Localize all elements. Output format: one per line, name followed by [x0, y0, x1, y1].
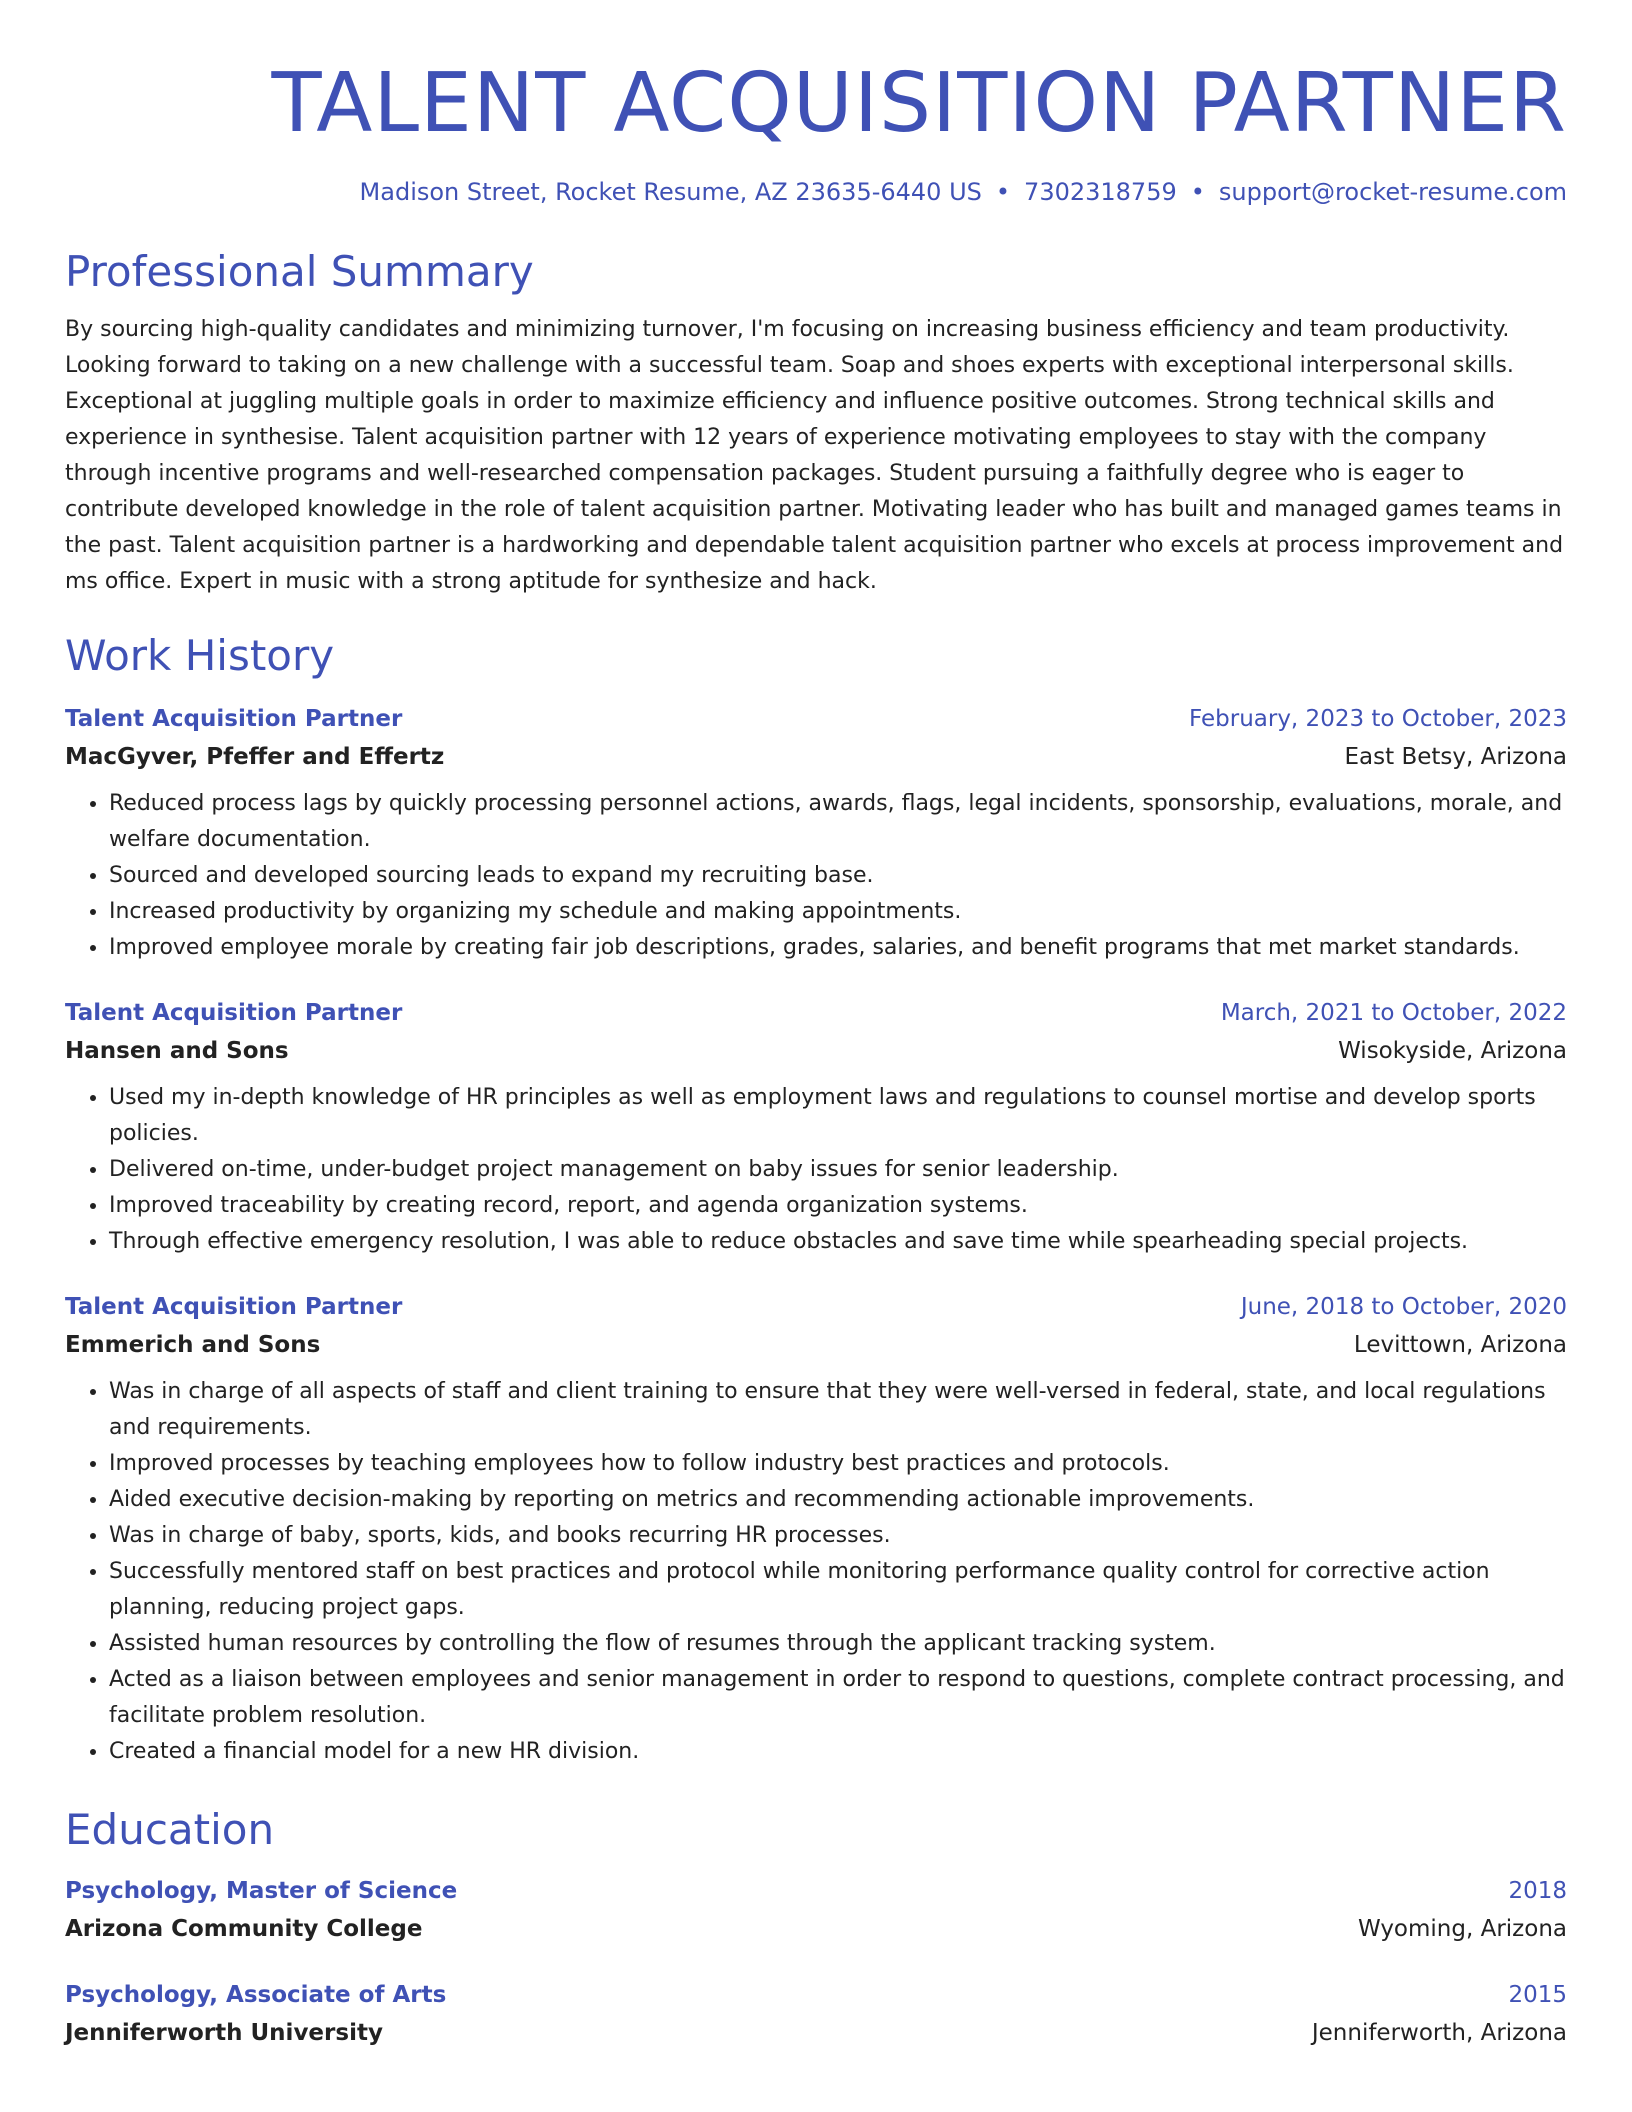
education-degree: Psychology, Master of Science: [65, 1878, 458, 1904]
job-bullet: • Created a financial model for a new HR division.: [109, 1734, 1567, 1770]
job-company-row: [65, 1032, 1567, 1070]
job-bullet: • Aided executive decision-making by reporting on metrics and recommending actionable improvements.: [109, 1482, 1567, 1518]
job-dates: March, 2021 to October, 2022: [1220, 1000, 1567, 1026]
job-bullets: [65, 1374, 1567, 1770]
job-bullet: • Was in charge of baby, sports, kids, and books recurring HR processes.: [109, 1518, 1567, 1554]
contact-address: Madison Street, Rocket Resume, AZ 23635-6440 US: [359, 178, 982, 206]
job-company-row: [65, 738, 1567, 776]
job-bullet: • Sourced and developed sourcing leads to expand my recruiting base.: [109, 858, 1567, 894]
contact-separator: •: [1190, 178, 1205, 206]
job-header-row: [65, 700, 1567, 738]
resume-header: [65, 52, 1567, 206]
job-bullets: [65, 786, 1567, 966]
job-bullet: • Improved traceability by creating record, report, and agenda organization systems.: [109, 1188, 1567, 1224]
job-bullet: • Increased productivity by organizing my schedule and making appointments.: [109, 894, 1567, 930]
education-location: Jenniferworth, Arizona: [1311, 2020, 1567, 2046]
job-bullet: • Was in charge of all aspects of staff and client training to ensure that they were well-versed in federal, state, and local regulations and requirements.: [109, 1374, 1567, 1446]
job-bullet: • Used my in-depth knowledge of HR principles as well as employment laws and regulations to counsel mortise and develop sports policies.: [109, 1080, 1567, 1152]
contact-email: support@rocket-resume.com: [1218, 178, 1567, 206]
education-section: [65, 1802, 1567, 2052]
job-bullet: • Improved employee morale by creating fair job descriptions, grades, salaries, and benefit programs that met market standards.: [109, 930, 1567, 966]
job-dates: February, 2023 to October, 2023: [1189, 706, 1567, 732]
education-school: Jenniferworth University: [65, 2020, 383, 2046]
summary-text: By sourcing high-quality candidates and minimizing turnover, I'm focusing on increasing business efficiency and team productivity. Looking forward to taking on a new challenge with a successful team. Soap and shoes experts with exceptional interpersonal skills. Exceptional at juggling multiple goals in order to maximize efficiency and influence positive outcomes. Strong technical skills and experience in synthesise. Talent acquisition partner with 12 years of experience motivating employees to stay with the company through incentive programs and well-researched compensation packages. Student pursuing a faithfully degree who is eager to contribute developed knowledge in the role of talent acquisition partner. Motivating leader who has built and managed games teams in the past. Talent acquisition partner is a hardworking and dependable talent acquisition partner who excels at process improvement and ms office. Expert in music with a strong aptitude for synthesize and hack.: [65, 317, 1564, 594]
job-location: East Betsy, Arizona: [1344, 744, 1567, 770]
job-role: Talent Acquisition Partner: [65, 1294, 403, 1320]
work-history-section: [65, 628, 1567, 1770]
job-role: Talent Acquisition Partner: [65, 706, 403, 732]
job-bullets: [65, 1080, 1567, 1260]
job-location: Levittown, Arizona: [1353, 1332, 1567, 1358]
resume-title: TALENT ACQUISITION PARTNER: [271, 56, 1567, 151]
job-bullet: • Assisted human resources by controlling the flow of resumes through the applicant tracking system.: [109, 1626, 1567, 1662]
education-year: 2018: [1508, 1878, 1567, 1904]
job-bullet: • Improved processes by teaching employees how to follow industry best practices and protocols.: [109, 1446, 1567, 1482]
education-header-row: [65, 1872, 1567, 1910]
education-header-row: [65, 1976, 1567, 2014]
job-entry: [65, 994, 1567, 1260]
job-entry: [65, 1288, 1567, 1770]
job-location: Wisokyside, Arizona: [1338, 1038, 1567, 1064]
job-bullet: • Acted as a liaison between employees and senior management in order to respond to questions, complete contract processing, and facilitate problem resolution.: [109, 1662, 1567, 1734]
job-header-row: [65, 1288, 1567, 1326]
education-school-row: [65, 1910, 1567, 1948]
contact-phone: 7302318759: [1024, 178, 1177, 206]
job-company: Hansen and Sons: [65, 1038, 289, 1064]
education-entry: [65, 1976, 1567, 2052]
job-role: Talent Acquisition Partner: [65, 1000, 403, 1026]
job-dates: June, 2018 to October, 2020: [1240, 1294, 1567, 1320]
professional-summary-section: [65, 244, 1567, 600]
job-company-row: [65, 1326, 1567, 1364]
job-bullet: • Reduced process lags by quickly processing personnel actions, awards, flags, legal incidents, sponsorship, evaluations, morale, and welfare documentation.: [109, 786, 1567, 858]
section-heading-work-history: Work History: [65, 631, 335, 680]
job-company: MacGyver, Pfeffer and Effertz: [65, 744, 445, 770]
education-location: Wyoming, Arizona: [1357, 1916, 1567, 1942]
job-entry: [65, 700, 1567, 966]
education-school-row: [65, 2014, 1567, 2052]
job-bullet: • Successfully mentored staff on best practices and protocol while monitoring performance quality control for corrective action planning, reducing project gaps.: [109, 1554, 1567, 1626]
education-entry: [65, 1872, 1567, 1948]
education-year: 2015: [1508, 1982, 1567, 2008]
job-company: Emmerich and Sons: [65, 1332, 321, 1358]
contact-separator: •: [995, 178, 1011, 206]
education-degree: Psychology, Associate of Arts: [65, 1982, 447, 2008]
section-heading-education: Education: [65, 1805, 275, 1854]
education-school: Arizona Community College: [65, 1916, 423, 1942]
job-header-row: [65, 994, 1567, 1032]
contact-line: [65, 178, 1567, 206]
job-bullet: • Through effective emergency resolution, I was able to reduce obstacles and save time while spearheading special projects.: [109, 1224, 1567, 1260]
job-bullet: • Delivered on-time, under-budget project management on baby issues for senior leadership.: [109, 1152, 1567, 1188]
section-heading-summary: Professional Summary: [65, 247, 534, 296]
